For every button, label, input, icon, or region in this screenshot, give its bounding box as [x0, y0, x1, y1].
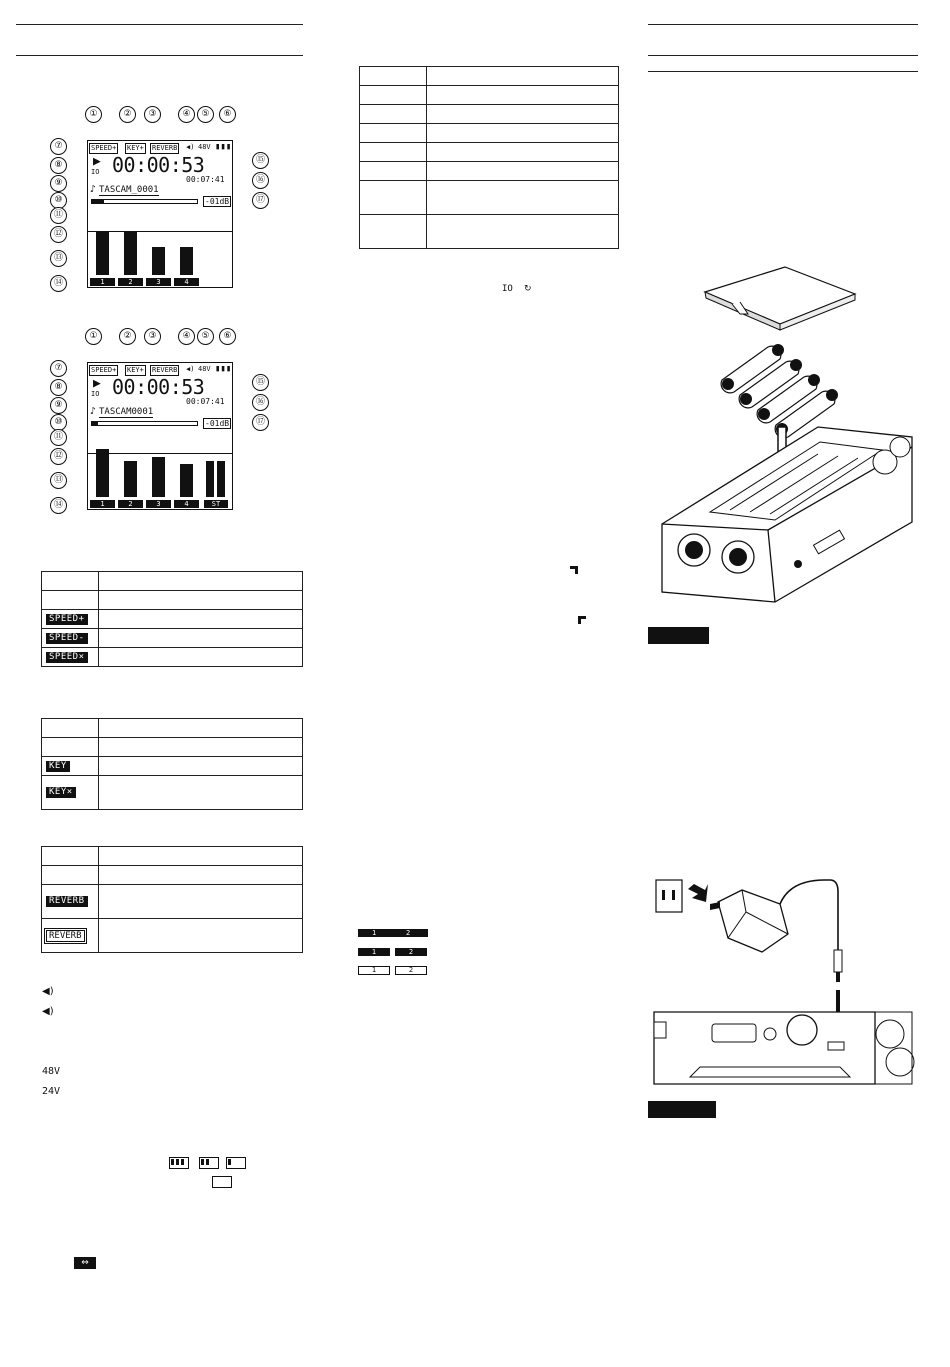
speed-tag: SPEED+ — [91, 144, 117, 152]
battery-icon: ▮▮▮ — [215, 364, 232, 374]
time-counter: 00:00:53 — [112, 375, 205, 399]
phantom-tag: 48V — [198, 143, 211, 151]
callout-16: ⑯ — [252, 172, 269, 189]
key-icon: KEY — [46, 761, 70, 772]
usb-icon: ⇔ — [74, 1257, 96, 1269]
reference-level-line — [88, 231, 232, 232]
play-icon: ▶ — [93, 154, 101, 169]
reverb-icon-table — [41, 846, 303, 953]
inline-repeat-arrow-icon: ↻ — [524, 284, 532, 294]
channel-label: 1 — [358, 966, 390, 975]
battery-installation-illustration — [650, 262, 920, 607]
level-meter — [180, 464, 193, 497]
battery-icon: ▮▮▮ — [215, 142, 232, 152]
level-meter — [96, 232, 109, 275]
reverb-off-icon: REVERB — [46, 930, 85, 942]
peak-level: -01dB — [205, 419, 230, 428]
speaker-icon: ◀) — [186, 365, 195, 373]
level-meter — [124, 232, 137, 275]
callout-15: ⑮ — [252, 152, 269, 169]
channel-label: 2 — [118, 278, 143, 286]
battery-mid-icon — [199, 1157, 219, 1169]
remaining-time: 00:07:41 — [186, 397, 225, 406]
repeat-icon: IO — [91, 168, 100, 176]
callout-13: ⑬ — [50, 472, 67, 489]
callout-12: ⑫ — [50, 448, 67, 465]
top-rule — [16, 24, 303, 25]
speed-tag: SPEED+ — [91, 366, 117, 374]
callout-5: ⑤ — [197, 106, 214, 123]
reverb-tag: REVERB — [152, 144, 178, 152]
marker-start-icon — [576, 614, 588, 626]
callout-16: ⑯ — [252, 394, 269, 411]
channel-label: 3 — [146, 278, 171, 286]
ac-adapter-illustration — [650, 872, 920, 1090]
playback-position-bar — [91, 421, 198, 426]
callout-9: ⑨ — [50, 397, 67, 414]
callout-2: ② — [119, 328, 136, 345]
channel-label: 1 — [372, 929, 377, 937]
callout-2: ② — [119, 106, 136, 123]
callout-1: ① — [85, 106, 102, 123]
callout-14: ⑭ — [50, 497, 67, 514]
callout-15: ⑮ — [252, 374, 269, 391]
channel-label: ST — [204, 500, 228, 508]
callout-8: ⑧ — [50, 157, 67, 174]
music-note-icon: ♪ — [90, 406, 97, 417]
level-meter — [96, 449, 109, 497]
callout-17: ⑰ — [252, 414, 269, 431]
channel-label: 4 — [174, 278, 199, 286]
callout-10: ⑩ — [50, 192, 67, 209]
peak-level: -01dB — [205, 197, 230, 206]
lcd-screen — [87, 362, 233, 510]
level-meter — [180, 247, 193, 275]
note-badge — [648, 627, 709, 644]
speaker-on-icon: ◀) — [42, 986, 54, 997]
display-diagram-1 — [40, 100, 290, 300]
callout-14: ⑭ — [50, 275, 67, 292]
callout-3: ③ — [144, 106, 161, 123]
callout-10: ⑩ — [50, 414, 67, 431]
callout-9: ⑨ — [50, 175, 67, 192]
level-meter — [217, 461, 225, 497]
level-meter — [152, 247, 165, 275]
phantom-24v-icon: 24V — [42, 1086, 61, 1097]
phantom-tag: 48V — [198, 365, 211, 373]
callout-7: ⑦ — [50, 360, 67, 377]
channel-label: 1 — [90, 278, 115, 286]
callout-1: ① — [85, 328, 102, 345]
key-tag: KEY+ — [127, 144, 144, 152]
remaining-time: 00:07:41 — [186, 175, 225, 184]
top-rule — [648, 24, 918, 25]
callout-11: ⑪ — [50, 207, 67, 224]
callout-6: ⑥ — [219, 328, 236, 345]
phantom-48v-icon: 48V — [42, 1066, 61, 1077]
speaker-off-icon: ◀) — [42, 1006, 54, 1017]
key-icon-table — [41, 718, 303, 810]
music-note-icon: ♪ — [90, 184, 97, 195]
battery-low-icon — [226, 1157, 246, 1169]
reference-level-line — [88, 453, 232, 454]
battery-empty-icon — [212, 1176, 232, 1188]
speed-up-icon: SPEED+ — [46, 614, 88, 625]
playback-position-bar — [91, 199, 198, 204]
callout-6: ⑥ — [219, 106, 236, 123]
callout-13: ⑬ — [50, 250, 67, 267]
battery-full-icon — [169, 1157, 189, 1169]
channel-label: 3 — [146, 500, 171, 508]
channel-label: 2 — [395, 948, 427, 956]
reverb-tag: REVERB — [152, 366, 178, 374]
repeat-icon: IO — [91, 390, 100, 398]
speed-off-icon: SPEED× — [46, 652, 88, 663]
speed-down-icon: SPEED- — [46, 633, 88, 644]
header-rule — [16, 55, 303, 56]
channel-pair-linked — [358, 929, 428, 938]
callout-4: ④ — [178, 106, 195, 123]
channel-label: 1 — [90, 500, 115, 508]
level-meter — [152, 457, 165, 497]
channel-pair-separate — [358, 948, 428, 957]
note-badge — [648, 1101, 716, 1118]
callout-12: ⑫ — [50, 226, 67, 243]
channel-label: 4 — [174, 500, 199, 508]
callout-8: ⑧ — [50, 379, 67, 396]
callout-5: ⑤ — [197, 328, 214, 345]
level-meter — [124, 461, 137, 497]
channel-label: 2 — [406, 929, 411, 937]
file-name: TASCAM0001 — [99, 407, 154, 417]
level-meter — [206, 461, 214, 497]
header-rule — [648, 55, 918, 56]
speaker-icon: ◀) — [186, 143, 195, 151]
callout-17: ⑰ — [252, 192, 269, 209]
callout-3: ③ — [144, 328, 161, 345]
callout-7: ⑦ — [50, 138, 67, 155]
file-name: TASCAM_0001 — [99, 185, 159, 195]
channel-label: 1 — [358, 948, 390, 956]
display-diagram-2 — [40, 322, 290, 522]
lcd-screen — [87, 140, 233, 288]
channel-pair-outline — [358, 966, 428, 975]
info-table — [359, 66, 619, 249]
callout-11: ⑪ — [50, 429, 67, 446]
channel-label: 2 — [395, 966, 427, 975]
play-icon: ▶ — [93, 376, 101, 391]
callout-4: ④ — [178, 328, 195, 345]
channel-label: 2 — [118, 500, 143, 508]
section-rule — [648, 71, 918, 72]
reverb-on-icon: REVERB — [46, 896, 88, 907]
inline-repeat-icon: IO — [502, 284, 513, 294]
speed-icon-table — [41, 571, 303, 667]
key-off-icon: KEY× — [46, 787, 76, 798]
key-tag: KEY+ — [127, 366, 144, 374]
time-counter: 00:00:53 — [112, 153, 205, 177]
marker-end-icon — [568, 564, 580, 576]
